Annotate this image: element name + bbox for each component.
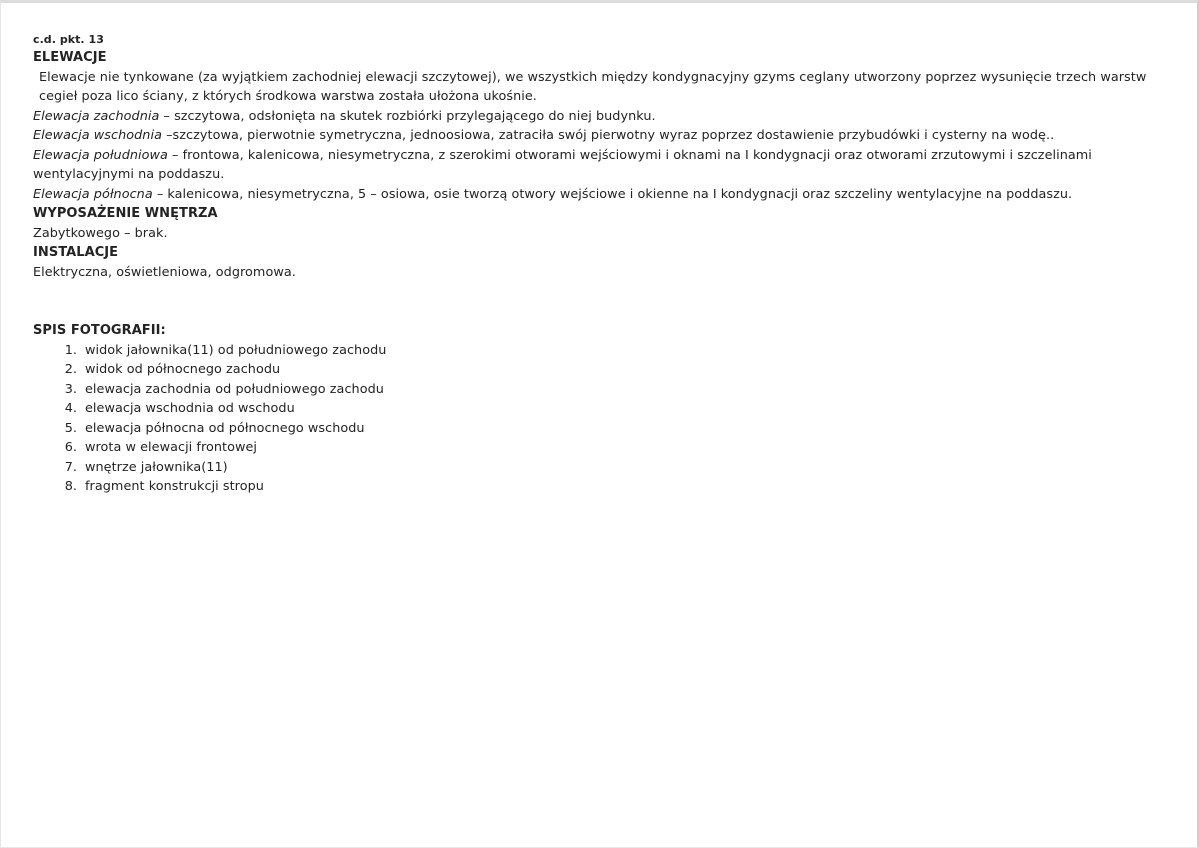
photo-list	[33, 341, 1163, 497]
elevation-south	[33, 146, 1163, 185]
elevation-north-text: – kalenicowa, niesymetryczna, 5 – osiowa, osie tworzą otwory wejściowe i okienne na I kondygnacji oraz szczeliny wentylacyjne na poddaszu.	[152, 186, 1073, 202]
list-item	[33, 438, 1163, 458]
wyposazenie-text: Zabytkowego – brak.	[33, 225, 168, 241]
list-item	[33, 360, 1163, 380]
elevation-north-label: Elewacja północna	[33, 186, 153, 202]
elevation-west-label: Elewacja zachodnia	[33, 108, 160, 124]
elevation-south-text: – frontowa, kalenicowa, niesymetryczna, z szerokimi otworami wejściowymi i oknami na I kondygnacji oraz otworami zrzutowymi i szczelinami wentylacyjnymi na poddaszu.	[33, 147, 1092, 182]
list-item-number: 3.	[64, 381, 77, 397]
list-item-text: fragment konstrukcji stropu	[85, 479, 264, 494]
section-heading-photos: SPIS FOTOGRAFII:	[33, 323, 166, 338]
list-item	[33, 458, 1163, 478]
list-item-text: elewacja zachodnia od południowego zachodu	[85, 381, 384, 397]
list-item-text: elewacja wschodnia od wschodu	[85, 401, 295, 416]
section-heading-instalacje: INSTALACJE	[33, 245, 119, 260]
instalacje-text: Elektryczna, oświetleniowa, odgromowa.	[33, 264, 296, 280]
elevation-north	[33, 185, 1163, 205]
list-item-number: 4.	[64, 401, 77, 416]
elevation-west	[33, 107, 1163, 127]
spacer	[33, 282, 1163, 321]
list-item-number: 5.	[64, 420, 77, 436]
list-item	[33, 419, 1163, 439]
elevation-east-label: Elewacja wschodnia	[33, 128, 162, 143]
list-item	[33, 380, 1163, 400]
list-item	[33, 341, 1163, 361]
section-heading-wyposazenie: WYPOSAŻENIE WNĘTRZA	[33, 206, 218, 221]
document-body	[33, 31, 1163, 497]
list-item	[33, 399, 1163, 419]
list-item-text: wnętrze jałownika(11)	[85, 459, 228, 475]
section-heading-elewacje: ELEWACJE	[33, 50, 107, 65]
list-item-text: wrota w elewacji frontowej	[85, 440, 258, 455]
elevation-east-text: –szczytowa, pierwotnie symetryczna, jednoosiowa, zatraciła swój pierwotny wyraz poprzez dostawienie przybudówki i cysterny na wodę..	[161, 128, 1055, 143]
list-item-number: 6.	[64, 440, 77, 455]
list-item-text: elewacja północna od północnego wschodu	[85, 420, 365, 436]
list-item-number: 2.	[64, 362, 77, 377]
elewacje-intro: Elewacje nie tynkowane (za wyjątkiem zachodniej elewacji szczytowej), we wszystkich między kondygnacyjny gzyms ceglany utworzony poprzez wysunięcie trzech warstw cegieł poza lico ściany, z których środkowa warstwa została ułożona ukośnie.	[39, 69, 1147, 104]
list-item-text: widok jałownika(11) od południowego zachodu	[85, 342, 387, 358]
elevation-east	[33, 126, 1163, 146]
list-item-number: 8.	[64, 479, 77, 494]
elevation-south-label: Elewacja południowa	[33, 147, 168, 163]
elevation-west-text: – szczytowa, odsłonięta na skutek rozbiórki przylegającego do niej budynku.	[159, 108, 656, 124]
list-item	[33, 477, 1163, 497]
list-item-number: 7.	[64, 459, 77, 475]
continuation-label: c.d. pkt. 13	[33, 33, 104, 46]
list-item-text: widok od północnego zachodu	[85, 362, 281, 377]
list-item-number: 1.	[64, 342, 77, 358]
